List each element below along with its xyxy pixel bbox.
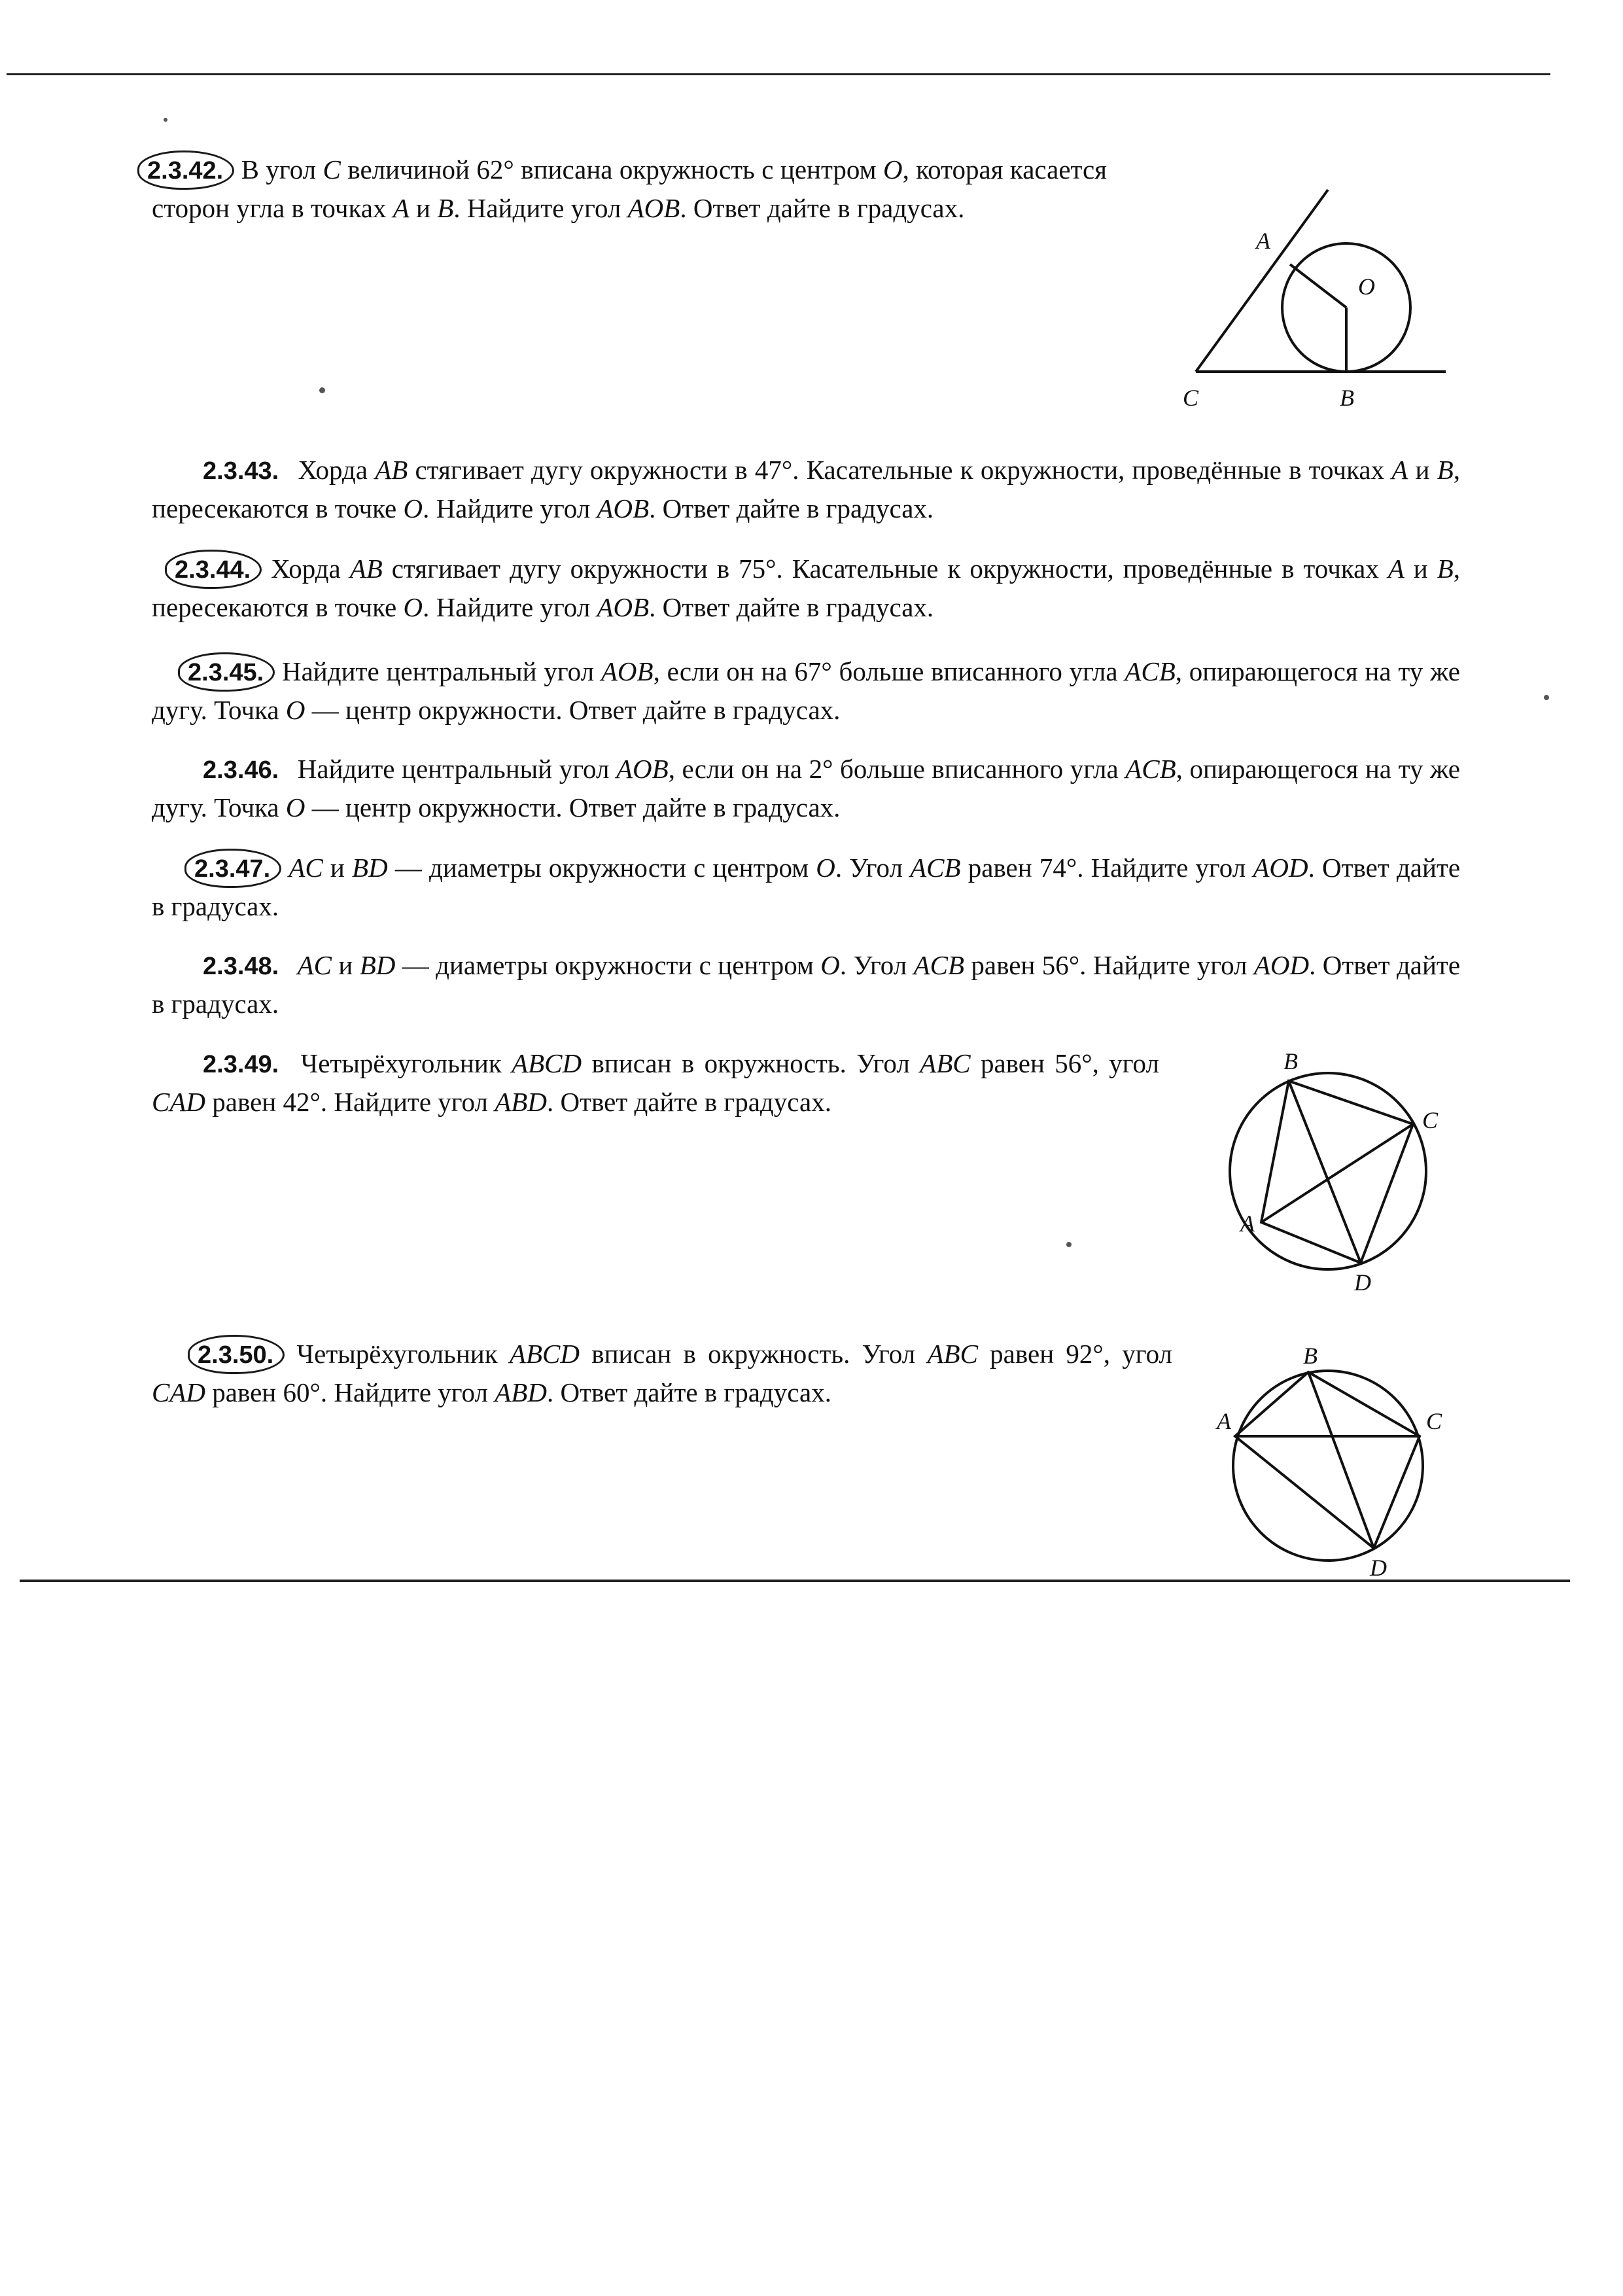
var: BD [352,853,388,883]
var: ABC [927,1339,978,1369]
var: AB [375,455,408,485]
var: ACB [910,853,961,883]
problem-2-3-46 [152,751,1460,826]
text: . Угол [835,853,911,883]
text: и [332,950,360,980]
text: Четырёхугольник [296,1339,510,1369]
var: AOD [1253,950,1310,980]
problem-number: 2.3.42. [147,157,224,185]
var: ABD [495,1377,547,1407]
text: , опирающегося на ту же дугу. Точка [152,754,1460,822]
text: , которая касается сторон угла в точках [152,154,1107,223]
var: AOB [616,754,669,784]
problem-number: 2.3.44. [175,556,251,584]
text: равен 92°, угол [977,1339,1172,1369]
var: ABD [495,1087,547,1117]
text: Хорда [271,554,350,584]
label-o: O [1358,274,1375,300]
label-b: B [1283,1048,1298,1074]
text: вписан в окружность. Угол [582,1048,920,1078]
text: , если он на 67° больше вписанного угла [653,656,1125,686]
var: AOB [601,656,654,686]
problem-number: 2.3.45. [188,659,264,686]
circled-mark [165,550,262,589]
problem-2-3-47 [152,849,1460,925]
text: и [1404,554,1437,584]
text: равен 74°. Найдите угол [960,853,1253,883]
text: равен 60°. Найдите угол [205,1377,495,1407]
problem-2-3-48 [152,947,1460,1023]
problem-number: 2.3.48. [203,953,279,980]
var: B [1437,455,1454,485]
text: , если он на 2° больше вписанного угла [668,754,1126,784]
var: CAD [152,1377,205,1407]
text: стягивает дугу окружности в 47°. Касательные к окружности, проведённые в точках [408,455,1392,485]
problem-number: 2.3.50. [198,1341,274,1369]
text: Хорда [298,455,375,485]
circumcircle [1230,1073,1426,1269]
label-b: B [1303,1343,1318,1369]
scan-speck [164,118,167,122]
problem-2-3-49 [152,1045,1159,1121]
top-rule [7,73,1550,75]
diag-ac [1261,1124,1413,1222]
var: AC [297,950,332,980]
text: . Ответ дайте в градусах. [680,193,965,223]
var: A [1387,554,1405,584]
var: O [820,950,840,980]
problem-2-3-45 [152,652,1460,729]
radius-oa [1290,264,1346,308]
label-d: D [1370,1555,1387,1581]
var: C [323,154,341,185]
text: равен 42°. Найдите угол [205,1087,495,1117]
label-b: B [1340,385,1354,411]
text: — центр окружности. Ответ дайте в градусах. [305,695,841,725]
text: . Ответ дайте в градусах. [546,1377,831,1407]
text: — диаметры окружности с центром [387,853,816,883]
text: . Ответ дайте в градусах. [152,853,1461,921]
var: AOB [597,592,650,622]
text: Четырёхугольник [300,1048,512,1078]
var: O [285,695,305,725]
problem-number: 2.3.46. [203,756,279,784]
problem-2-3-42 [147,150,1107,227]
var: ACB [913,950,964,980]
circled-mark [178,652,275,692]
scan-speck [319,387,325,393]
text: . Ответ дайте в градусах. [649,592,934,622]
text: . Ответ дайте в градусах. [152,950,1461,1019]
problem-2-3-43 [152,451,1460,527]
text: вписан в окружность. Угол [579,1339,928,1369]
var: ABCD [512,1048,582,1078]
label-a: A [1256,228,1270,254]
text: . Угол [839,950,914,980]
label-a: A [1217,1408,1231,1434]
problem-2-3-44 [152,550,1460,626]
var: ACB [1125,656,1176,686]
text: , пересекаются в точке [152,455,1460,523]
label-c: C [1422,1107,1439,1133]
text: — диаметры окружности с центром [395,950,821,980]
text: . Ответ дайте в градусах. [649,493,934,523]
var: B [437,193,454,223]
text: . Найдите угол [423,493,597,523]
text: Найдите центральный угол [297,754,616,784]
var: AOD [1253,853,1308,883]
var: O [883,154,903,185]
text: величиной 62° вписана окружность с центром [340,154,883,185]
diag-bd [1289,1081,1361,1263]
problem-2-3-50 [152,1335,1172,1411]
var: AB [349,554,383,584]
var: ABC [920,1048,971,1078]
figure-angle-inscribed-circle [1178,183,1465,419]
circled-mark [184,849,281,888]
ray-ca [1196,190,1328,372]
problem-number: 2.3.43. [203,457,279,485]
var: O [285,792,305,822]
label-a: A [1240,1210,1255,1237]
circumcircle [1233,1371,1423,1561]
var: A [393,193,410,223]
var: O [403,592,423,622]
text: , пересекаются в точке [152,554,1460,622]
text: — центр окружности. Ответ дайте в градусах. [305,792,841,822]
text: стягивает дугу окружности в 75°. Касательные к окружности, проведённые в точках [382,554,1388,584]
var: A [1391,455,1408,485]
text: равен 56°. Найдите угол [964,950,1254,980]
var: B [1437,554,1454,584]
text: В угол [241,154,323,185]
var: BD [359,950,396,980]
problem-number: 2.3.47. [194,855,271,883]
var: AOB [597,493,650,523]
figure-inscribed-quadrilateral-2 [1217,1341,1492,1581]
var: AC [288,853,323,883]
text: . Ответ дайте в градусах. [546,1087,831,1117]
var: O [403,493,423,523]
text: Найдите центральный угол [282,656,601,686]
circled-mark [137,150,234,190]
text: и [1408,455,1437,485]
scan-speck [1066,1242,1072,1247]
figure-inscribed-quadrilateral-1 [1230,1047,1492,1296]
label-c: C [1183,385,1199,411]
label-c: C [1426,1408,1442,1434]
text: равен 56°, угол [970,1048,1159,1078]
var: ABCD [509,1339,580,1369]
circled-mark [188,1335,285,1374]
var: ACB [1125,754,1176,784]
var: AOB [627,193,680,223]
var: O [816,853,835,883]
text: , опирающегося на ту же дугу. Точка [152,656,1460,725]
text: . Найдите угол [423,592,597,622]
var: CAD [152,1087,205,1117]
text: и [323,853,353,883]
text: и [409,193,438,223]
bottom-rule [20,1580,1570,1582]
label-d: D [1354,1269,1371,1296]
problem-number: 2.3.49. [203,1051,279,1078]
scan-speck [1544,695,1549,700]
text: . Найдите угол [453,193,628,223]
